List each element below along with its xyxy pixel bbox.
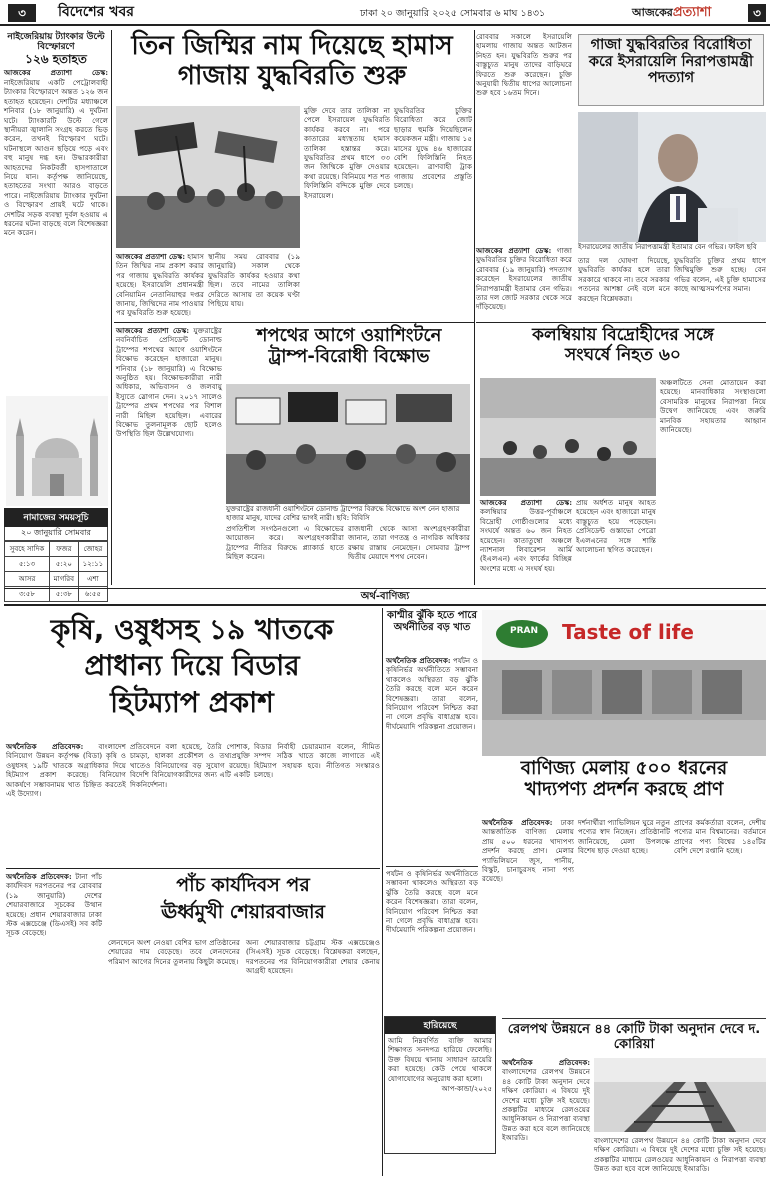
prayer-cell: মাগরিব [50,572,79,587]
nigeria-headline: ১২৬ হতাহত [25,51,87,66]
paper-logo [632,3,752,25]
bengvir-dateline: আজকের প্রত্যাশা ডেস্ক: [476,246,552,255]
colombia-col1 [480,498,572,584]
gaza-crowd-image [116,106,300,248]
colombia-dateline: আজকের প্রত্যাশা ডেস্ক: [480,498,572,507]
prayer-cell: সুবহে সাদিক [5,542,50,557]
col-divider [111,30,112,585]
nigeria-dateline: আজকের প্রত্যাশা ডেস্ক: [4,68,108,78]
stocks-text-1: টানা পাঁচ কার্যদিবস দরপতনের পর রোববার (১৯ জানুয়ারি) দেশের শেয়ারবাজারে সূচকের উত্থান হয়েছে। প্রধান শেয়ারবাজার ঢাকা স্টক এক্সচেঞ্জে (ডিএসই) সব কটি সূচক বেড়েছে। [6,872,102,938]
pran-dateline: অর্থনৈতিক প্রতিবেদক: [482,818,553,827]
protest-headline [226,326,472,382]
prayer-cell: ৩:৫৮ [5,587,50,602]
pran-col3: প্রাণের কর্মকর্তারা বলেন, দেশীয় পণ্যের মান বিশ্বমানের। বর্তমানে প্রাণের পণ্য বিশ্বের ১৪৫টির বেশি দেশে রপ্তানি হচ্ছে। [674,818,766,856]
hr-stocks [6,868,380,869]
nigeria-kicker: নাইজেরিয়ায় ট্যাংকার উল্টে বিস্ফোরণে [7,32,105,53]
nigeria-text: নাইজেরিয়ায় একটি পেট্রোলবাহী ট্যাংকার বিস্ফোরণে অন্তত ১২৬ জন হতাহত হয়েছেন। দেশটির মধ্যাঞ্চলে শনিবার (১৮ জানুয়ারি) এ দুর্ঘটনা ঘটে। ট্যাংকারটি উল্টে গেলে স্থানীয়রা জ্বালানি সংগ্রহ করতে ভিড় করেন, তখনই বিস্ফোরণ ঘটে। ঘটনাস্থলে আগুন ছড়িয়ে পড়ে এবং বহু মানুষ দগ্ধ হন। উদ্ধারকারীরা আহতদের নিকটবর্তী হাসপাতালে নিয়ে যান। কর্তৃপক্ষ জানিয়েছে, হতাহতের সংখ্যা আরও বাড়তে পারে। নাইজেরিয়ায় ট্যাংকার দুর্ঘটনা ও বিস্ফোরণ প্রায়ই ঘটে থাকে। দেশটির সড়ক ব্যবস্থা দুর্বল হওয়ায় এ ধরনের ঘটনা বাড়ছে বলে বিশেষজ্ঞরা মনে করেন। [4,77,108,238]
gaza-text-1: হামাস তিন জিম্মির নাম প্রকাশ করার পর গাজায় যুদ্ধবিরতি কার্যকর হয়েছে। ইসরায়েলি প্রধানমন্ত্রী বেনিয়ামিন নেতানিয়াহুর দপ্তর জানায়, জিম্মিদের নাম পাওয়ার পর যুদ্ধবিরতি শুরু হয়েছে। [116,252,204,318]
business-section-label: অর্থ-বাণিজ্য [360,591,410,602]
prayer-cell: জোহর [78,542,107,557]
paper-prefix: আজকের [632,6,673,19]
gaza-headline-line1: তিন জিম্মির নাম দিয়েছে হামাস [131,31,453,61]
nigeria-body [4,68,108,237]
prayer-cell: ৬:৫৫ [78,587,107,602]
colombia-photo [480,378,656,496]
lost-ref: আপ-কান্ডা/২০২৫ [441,1085,492,1094]
bengvir-col1 [476,246,572,318]
protest-col3: রাজধানী থেকে আসা অংশগ্রহণকারীরা জানান, তারা গণতন্ত্র ও নাগরিক অধিকার রক্ষায় রাস্তায় নেমেছেন। সোমবার ট্রাম্প দ্বিতীয় মেয়াদে শপথ নেবেন। [348,524,470,562]
gaza-col4: যুদ্ধবিরতির চুক্তির বিরোধিতা করে জোট ছাড়ার হুমকি দিয়েছিলেন কয়েকজন মন্ত্রী। গাজায় ১৫ মাসের যুদ্ধে ৪৬ হাজারের বেশি ফিলিস্তিনি নিহত হয়েছেন। ত্রাণবাহী ট্রাক গাজায় প্রবেশের প্রস্তুতি চলছে। [394,106,472,191]
paper-name: প্রত্যাশা [672,5,712,20]
protest-headline-line2: ট্রাম্প-বিরোধী বিক্ষোভ [268,345,430,367]
protest-headline-line1: শপথের আগে ওয়াশিংটনে [256,325,442,346]
gaza-dateline: আজকের প্রত্যাশা ডেস্ক: [116,252,185,261]
mosque-image [6,396,108,506]
bengvir-headline: গাজা যুদ্ধবিরতির বিরোধিতা করে ইসরায়েলি নিরাপত্তামন্ত্রী পদত্যাগ [578,34,764,106]
railway-image [594,1058,766,1132]
protest-dateline: আজকের প্রত্যাশা ডেস্ক: [116,326,190,335]
korea-dateline: অর্থনৈতিক প্রতিবেদক: [502,1058,590,1067]
prayer-table [4,541,108,602]
kashi-text: পর্যটন ও কৃষিনির্ভর অর্থনীতিতে সম্ভাবনা থাকলেও অস্থিরতা বড় ঝুঁকি তৈরি করছে বলে মনে করেন বিশেষজ্ঞরা। তারা বলেন, বিনিয়োগ পরিবেশ নিশ্চিত করা না গেলে প্রবৃদ্ধি বাধাগ্রস্ত হবে। দীর্ঘমেয়াদি পরিকল্পনা প্রয়োজন। [386,656,478,731]
korea-photo [594,1058,766,1132]
page-number: ৩ [748,4,766,22]
prayer-box [4,508,108,598]
heatmap-col3: বিডার নির্বাহী চেয়ারম্যান বলেন, সীমিত সম্পদ সঠিক খাতে কাজে লাগাতে এই হিটম্যাপ সহায়ক হবে। নীতিগত সংস্কারও চলছে। [254,742,380,780]
nigeria-story [4,32,108,392]
prayer-cell: ৫:২০ [50,557,79,572]
protest-col1 [116,326,222,584]
pran-slogan: Taste of life [562,620,694,644]
bengvir-col2: তার দল ঘোষণা দিয়েছে, যুদ্ধবিরতি কার্যকর হলে তারা সরকারে থাকবে না। তবে সরকার পতনের আশঙ্কা নেই বলে মনে করছেন বিশ্লেষকরা। [578,256,670,303]
pran-headline [482,758,766,814]
prayer-date: ২০ জানুয়ারি সোমবার [4,527,108,541]
heatmap-headline-line2: প্রাধান্য দিয়ে বিডার [84,649,300,683]
hr-bengvir [476,322,766,323]
stocks-col2: লেনদেনে অংশ নেওয়া বেশির ভাগ প্রতিষ্ঠানের শেয়ারের দাম বেড়েছে। তবে লেনদেনের পরিমাণ আগের দিনের তুলনায় কিছুটা কমেছে। [108,938,240,966]
gaza-photo [116,106,300,248]
pran-photo [482,610,766,756]
kashi-dateline: অর্থনৈতিক প্রতিবেদক: [386,656,451,665]
hr-gaza [114,322,474,323]
gaza-col3: মুক্তি দেবে তার তালিকা না পেলে ইসরায়েল যুদ্ধবিরতি কার্যকর করবে না। পরে কাতারের মধ্যস্থতায় হামাস তালিকা হস্তান্তর করে। যুদ্ধবিরতির প্রথম ধাপে ৩৩ জন জিম্মিকে মুক্তি দেওয়ার কথা রয়েছে। বিনিময়ে শত শত ফিলিস্তিনি বন্দিকে মুক্তি দেবে ইসরায়েল। [304,106,390,200]
kashi-headline: কাশ্মীর ঝুঁকি হতে পারে অর্থনীতির বড় খাত [387,610,477,633]
lost-body: আমি নিম্নবর্ণিত ব্যক্তি আমার শিক্ষাগত সনদপত্র হারিয়ে ফেলেছি। উক্ত বিষয়ে থানায় সাধারণ ডায়েরি করা হয়েছে। কেউ পেয়ে থাকলে যোগাযোগের অনুরোধ করা হলো। [388,1036,492,1083]
bengvir-col3: যুদ্ধবিরতি চুক্তির প্রথম ধাপে জিম্মিমুক্তি শুরু হচ্ছে। বেন গভির বলেন, এই চুক্তি হামাসের কাছে আত্মসমর্পণের সমান। [674,256,766,294]
stocks-headline-line2: ঊর্ধ্বমুখী শেয়ারবাজার [161,900,325,923]
prayer-cell: ৫:১৩ [5,557,50,572]
korea-body-2: বাংলাদেশের রেলপথ উন্নয়নে ৪৪ কোটি টাকা অনুদান দেবে দক্ষিণ কোরিয়া। এ বিষয়ে দুই দেশের মধ্যে চুক্তি সই হয়েছে। প্রকল্পটির মাধ্যমে রেলওয়ের আধুনিকায়ন ও নিরাপত্তা ব্যবস্থা উন্নত করা হবে বলে জানিয়েছে ইআরডি। [594,1136,766,1174]
prayer-title: নামাজের সময়সূচি [4,508,108,527]
pran-col2: দর্শনার্থীরা প্যাভিলিয়ন ঘুরে নতুন পণ্যের স্বাদ নিচ্ছেন। প্রতিষ্ঠানটি জানিয়েছে, মেলা উপলক্ষে বিশেষ ছাড় দেওয়া হচ্ছে। [578,818,670,856]
lost-notice [384,1016,496,1154]
colombia-headline [480,326,766,374]
pran-brand: PRAN [509,626,539,636]
bengvir-photo [578,112,766,242]
heatmap-col1 [6,742,126,866]
gaza-col5: রোববার সকালে ইসরায়েলি হামলায় গাজায় অন্তত আটজন নিহত হন। যুদ্ধবিরতি শুরুর পর বাস্তুচ্যুত মানুষ তাদের বাড়িঘরে ফিরতে শুরু করেছেন। চুক্তি অনুযায়ী দ্বিতীয় ধাপের আলোচনা শুরু হবে ১৬তম দিনে। [476,32,572,98]
lost-title: হারিয়েছে [385,1017,495,1034]
prayer-cell: এশা [78,572,107,587]
protest-col2: প্রগতিশীল সংগঠনগুলো এ বিক্ষোভের আয়োজন করে। অংশগ্রহণকারীরা ট্রাম্পের নীতির বিরুদ্ধে প্ল্যাকার্ড হাতে মিছিল করেন। [226,524,344,562]
prayer-cell: ৫:৩৮ [50,587,79,602]
protest-caption: যুক্তরাষ্ট্রের রাজধানী ওয়াশিংটনে ডোনাল্ড ট্রাম্পের বিরুদ্ধে বিক্ষোভে অংশ নেন হাজার হাজার মানুষ, যাদের বেশির ভাগই নারী। ছবি: বিবিসি [226,505,460,522]
protest-crowd-image [226,384,470,504]
prayer-cell: ১২:১১ [78,557,107,572]
page-label-left: ৩ [8,4,36,22]
prayer-cell: আসর [5,572,50,587]
heatmap-text-1: বাংলাদেশ বিনিয়োগ উন্নয়ন কর্তৃপক্ষ (বিডা) কৃষি ও ওষুধসহ ১৯টি খাতকে অগ্রাধিকার দিয়ে হিটম্যাপ প্রকাশ করেছে। বিনিয়োগ আকর্ষণে সম্ভাবনাময় খাত চিহ্নিত করতেই এই উদ্যোগ। [6,742,126,799]
section-title: বিদেশের খবর [58,4,134,20]
stocks-headline [108,872,378,934]
portrait-image [578,112,766,242]
mosque-icon [6,396,108,506]
gaza-col2: স্থানীয় সময় রোববার (১৯ জানুয়ারি) সকাল থেকে যুদ্ধবিরতি কার্যকর হওয়ার কথা ছিল। তবে নামের তালিকা দেরিতে আসায় তা কয়েক ঘণ্টা পিছিয়ে যায়। [208,252,300,309]
colombia-headline-line2: সংঘর্ষে নিহত ৬০ [565,344,681,365]
stocks-col3: অন্য শেয়ারবাজার চট্টগ্রাম স্টক এক্সচেঞ্জেও (সিএসই) সূচক বেড়েছে। বিশ্লেষকরা বলছেন, দরপতনের পর বিনিয়োগকারীরা শেয়ার কেনায় আগ্রহী হয়েছেন। [246,938,380,976]
heatmap-headline-line3: হিটম্যাপ প্রকাশ [110,685,274,719]
gaza-headline-line2: গাজায় যুদ্ধবিরতি শুরু [177,60,407,91]
colombia-col3: অঞ্চলটিতে সেনা মোতায়েন করা হয়েছে। মানবাধিকার সংস্থাগুলো বেসামরিক মানুষের নিরাপত্তা নিয়ে উদ্বেগ জানিয়েছে এবং জরুরি মানবিক সহায়তার আহ্বান জানিয়েছে। [660,378,766,435]
col-divider-gaza [474,30,475,585]
heatmap-headline-line1: কৃষি, ওষুধসহ ১৯ খাতকে [50,613,334,646]
bengvir-text-1: গাজা যুদ্ধবিরতির চুক্তির বিরোধিতা করে রোববার (১৯ জানুয়ারি) পদত্যাগ করেছেন ইসরায়েলের জাতীয় নিরাপত্তামন্ত্রী ইতামার বেন গভির। তার দল জোট সরকার থেকে সরে দাঁড়িয়েছে। [476,246,572,312]
heatmap-headline [6,612,378,736]
colombia-text-1: কলম্বিয়ার উত্তর-পূর্বাঞ্চলে বিদ্রোহী গোষ্ঠীগুলোর মধ্যে সংঘর্ষে অন্তত ৬০ জন নিহত হয়েছেন। কাতাতুম্বো অঞ্চলে ন্যাশনাল লিবারেশন আর্মি (ইএলএন) এবং ফার্কের বিচ্ছিন্ন অংশের মধ্যে এ সংঘর্ষ হয়। [480,507,572,573]
heatmap-col2: প্রতিবেদনে বলা হয়েছে, তৈরি পোশাক, চামড়া, হালকা প্রকৌশল ও তথ্যপ্রযুক্তি খাতেও বিনিয়োগের বড় সুযোগ রয়েছে। বিদেশি বিনিয়োগকারীদের জন্য এটি একটি দিকনির্দেশনা। [130,742,250,789]
stocks-dateline: অর্থনৈতিক প্রতিবেদক: [6,872,72,881]
gaza-headline [114,32,470,100]
stock-extra: পর্যটন ও কৃষিনির্ভর অর্থনীতিতে সম্ভাবনা থাকলেও অস্থিরতা বড় ঝুঁকি তৈরি করছে বলে মনে করেন বিশেষজ্ঞরা। তারা বলেন, বিনিয়োগ পরিবেশ নিশ্চিত করা না গেলে প্রবৃদ্ধি বাধাগ্রস্ত হবে। দীর্ঘমেয়াদি পরিকল্পনা প্রয়োজন। [386,866,478,1014]
korea-headline: রেলপথ উন্নয়নে ৪৪ কোটি টাকা অনুদান দেবে দ. কোরিয়া [502,1018,766,1054]
bengvir-caption: ইসরায়েলের জাতীয় নিরাপত্তামন্ত্রী ইতামার বেন গভির। ফাইল ছবি [578,243,757,251]
stocks-headline-line1: পাঁচ কার্যদিবস পর [176,874,310,896]
prayer-cell: ফজর [50,542,79,557]
korea-text: বাংলাদেশের রেলপথ উন্নয়নে ৪৪ কোটি টাকা অনুদান দেবে দক্ষিণ কোরিয়া। এ বিষয়ে দুই দেশের মধ্যে চুক্তি সই হয়েছে। প্রকল্পটির মাধ্যমে রেলওয়ের আধুনিকায়ন ও নিরাপত্তা ব্যবস্থা উন্নত করা হবে বলে জানিয়েছে ইআরডি। [502,1067,590,1143]
colombia-col2: প্রায় অর্ধশত মানুষ আহত হয়েছেন এবং হাজারো মানুষ বাস্তুচ্যুত হয়ে পড়েছেন। প্রেসিডেন্ট গুস্তাভো পেত্রো ইএলএনের সঙ্গে শান্তি আলোচনা স্থগিত করেছেন। [576,498,656,555]
korea-body [502,1058,590,1176]
col-divider-business [382,608,383,1176]
dateline: ঢাকা ২০ জানুয়ারি ২০২৫ সোমবার ৬ মাঘ ১৪৩১ [360,8,546,19]
heatmap-dateline: অর্থনৈতিক প্রতিবেদক: [6,742,84,751]
colombia-scene-image [480,378,656,496]
gaza-col1 [116,252,204,320]
masthead [0,0,770,26]
pran-headline-line1: বাণিজ্য মেলায় ৫০০ ধরনের [520,758,728,779]
protest-photo [226,384,470,504]
stocks-col1 [6,872,102,1172]
section-rule-bottom [4,604,766,606]
pran-col1 [482,818,574,1014]
colombia-headline-line1: কলম্বিয়ায় বিদ্রোহীদের সঙ্গে [532,325,714,345]
protest-text-1: যুক্তরাষ্ট্রের নবনির্বাচিত প্রেসিডেন্ট ডোনাল্ড ট্রাম্পের শপথের আগে ওয়াশিংটনে বিক্ষোভ করেছেন হাজারো মানুষ। শনিবার (১৮ জানুয়ারি) এ বিক্ষোভ অনুষ্ঠিত হয়। বিক্ষোভকারীরা নারী অধিকার, অভিবাসন ও জলবায়ু ইস্যুতে স্লোগান দেন। ২০১৭ সালেও ট্রাম্পের প্রথম শপথের পর বিশাল নারী মিছিল হয়েছিল। এবারের বিক্ষোভ তুলনামূলক ছোট হলেও উপস্থিতি ছিল উল্লেখযোগ্য। [116,326,222,439]
kashi-body [386,656,478,862]
pran-text-1: ঢাকা আন্তর্জাতিক বাণিজ্য মেলায় প্রায় ৫০০ ধরনের খাদ্যপণ্য প্রদর্শন করছে প্রাণ। মেলার প্যাভিলিয়নে জুস, পানীয়, বিস্কুট, চানাচুরসহ নানা পণ্য রয়েছে। [482,818,574,884]
pran-headline-line2: খাদ্যপণ্য প্রদর্শন করছে প্রাণ [524,779,724,801]
